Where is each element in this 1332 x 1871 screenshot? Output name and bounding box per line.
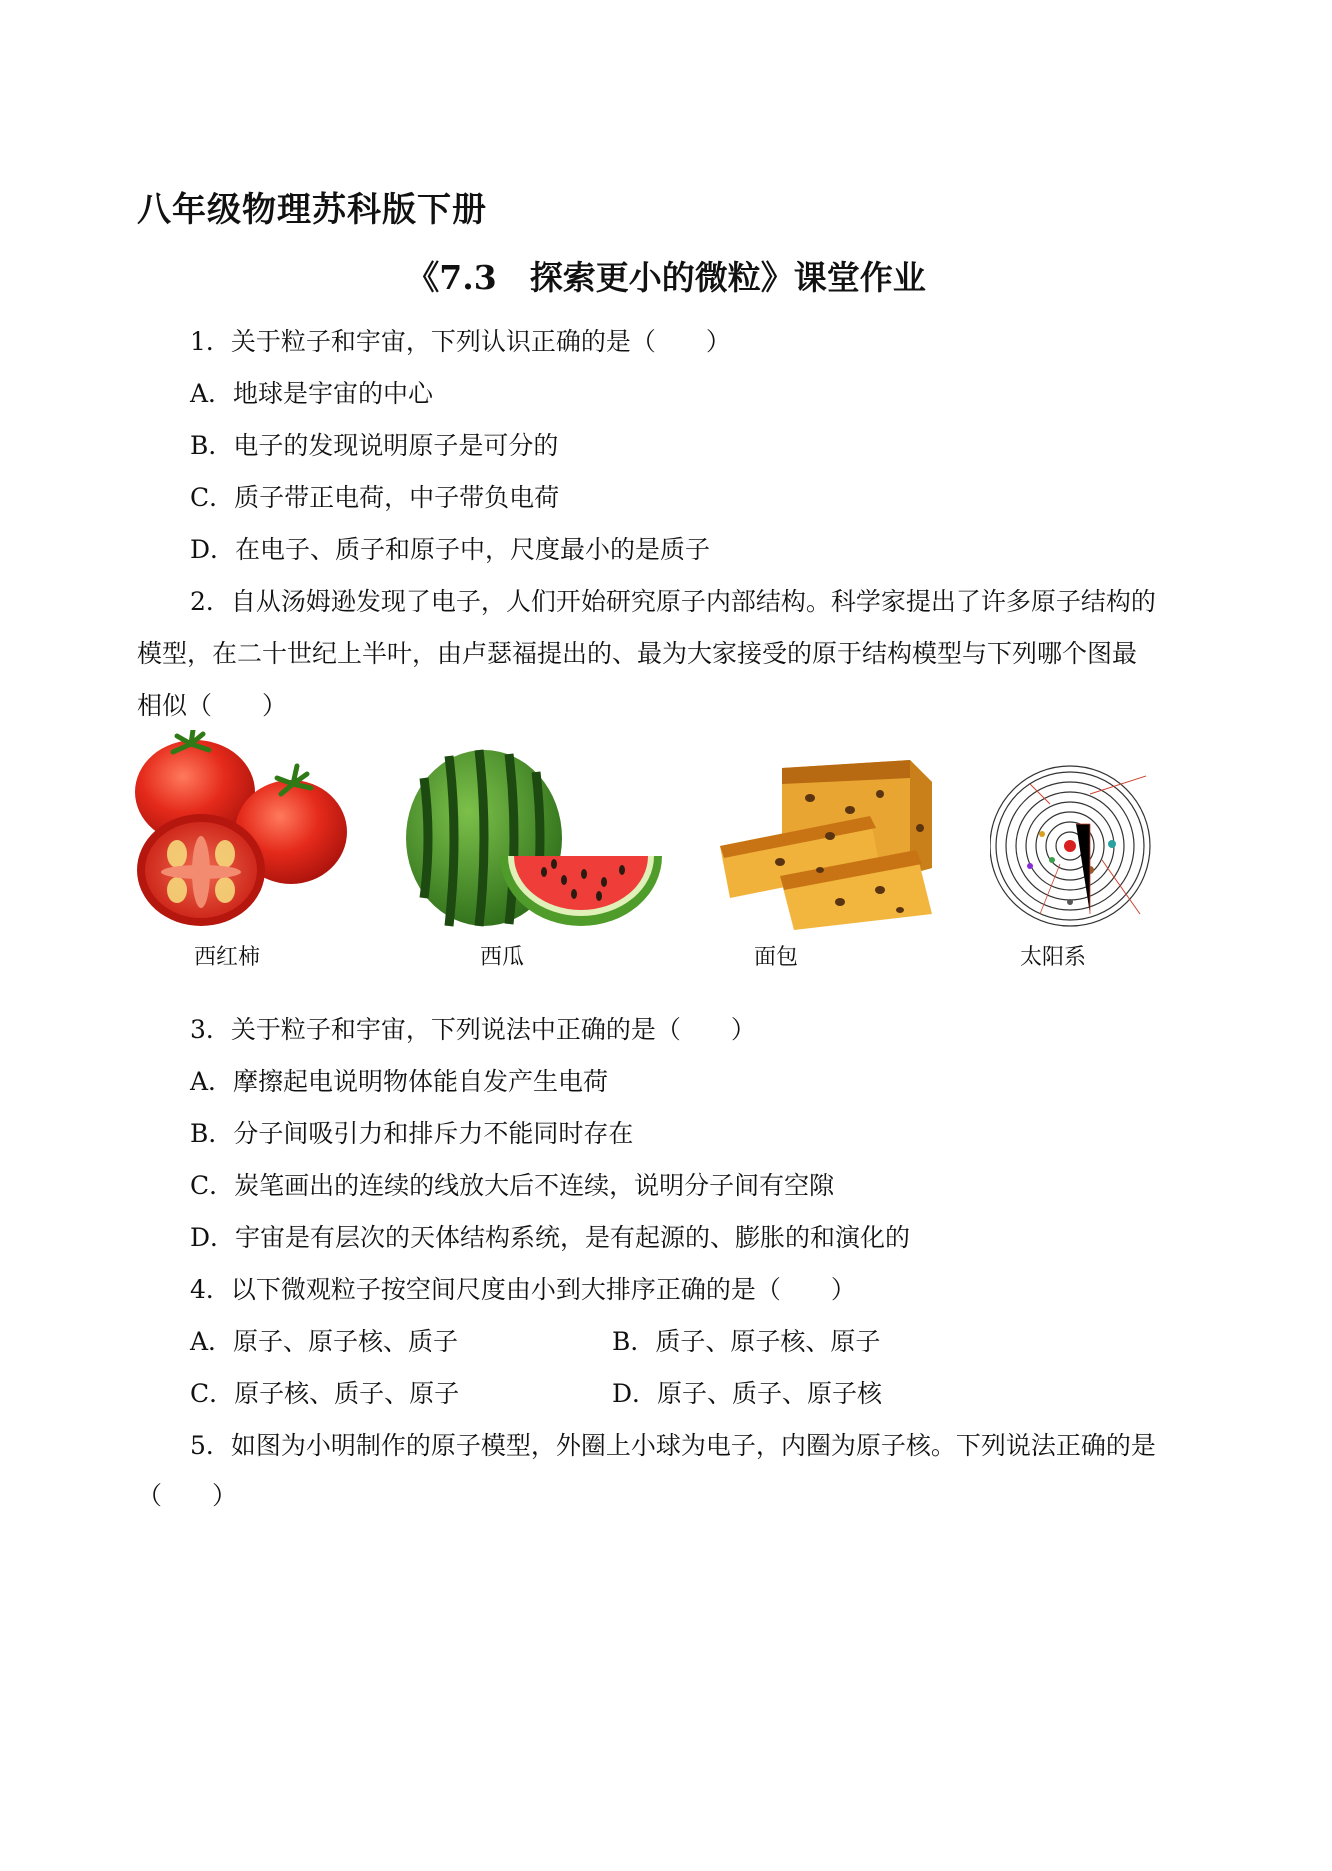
tomato-caption: 西红柿 <box>194 945 261 970</box>
question-5-line-1: 5．如图为小明制作的原子模型，外圈上小球为电子，内圈为原子核。下列说法正确的是 <box>190 1431 1156 1460</box>
question-1-option-a: A．地球是宇宙的中心 <box>190 379 434 408</box>
question-4-option-d: D．原子、质子、原子核 <box>612 1379 883 1408</box>
question-3-option-c: C．炭笔画出的连续的线放大后不连续，说明分子间有空隙 <box>190 1171 835 1200</box>
question-3-option-d: D．宇宙是有层次的天体结构系统，是有起源的、膨胀的和演化的 <box>190 1223 911 1252</box>
question-3-stem: 3．关于粒子和宇宙，下列说法中正确的是（ ） <box>190 1015 756 1044</box>
question-4-option-b: B．质子、原子核、原子 <box>612 1327 881 1356</box>
page-title: 《7.3 探索更小的微粒》课堂作业 <box>406 258 926 297</box>
question-1-option-b: B．电子的发现说明原子是可分的 <box>190 431 559 460</box>
question-3-option-b: B．分子间吸引力和排斥力不能同时存在 <box>190 1119 634 1148</box>
question-3-option-a: A．摩擦起电说明物体能自发产生电荷 <box>190 1067 609 1096</box>
question-4-stem: 4．以下微观粒子按空间尺度由小到大排序正确的是（ ） <box>190 1275 856 1304</box>
grade-heading: 八年级物理苏科版下册 <box>137 190 487 230</box>
watermelon-caption: 西瓜 <box>480 945 525 970</box>
question-4-option-a: A．原子、原子核、质子 <box>190 1327 459 1356</box>
question-1-option-d: D．在电子、质子和原子中，尺度最小的是质子 <box>190 535 711 564</box>
watermelon-image <box>404 748 664 930</box>
solar-system-image <box>990 764 1160 934</box>
bread-image <box>720 758 936 932</box>
question-5-line-2: （ ） <box>137 1481 238 1510</box>
question-2-line-2: 模型，在二十世纪上半叶，由卢瑟福提出的、最为大家接受的原于结构模型与下列哪个图最 <box>137 639 1138 668</box>
solar-system-caption: 太阳系 <box>1020 945 1087 970</box>
question-2-line-3: 相似（ ） <box>137 691 288 720</box>
question-2-line-1: 2．自从汤姆逊发现了电子，人们开始研究原子内部结构。科学家提出了许多原子结构的 <box>190 587 1156 616</box>
question-1-option-c: C．质子带正电荷，中子带负电荷 <box>190 483 560 512</box>
question-1-stem: 1．关于粒子和宇宙，下列认识正确的是（ ） <box>190 327 731 356</box>
bread-caption: 面包 <box>754 945 799 970</box>
tomato-image <box>133 730 349 930</box>
question-4-option-c: C．原子核、质子、原子 <box>190 1379 460 1408</box>
